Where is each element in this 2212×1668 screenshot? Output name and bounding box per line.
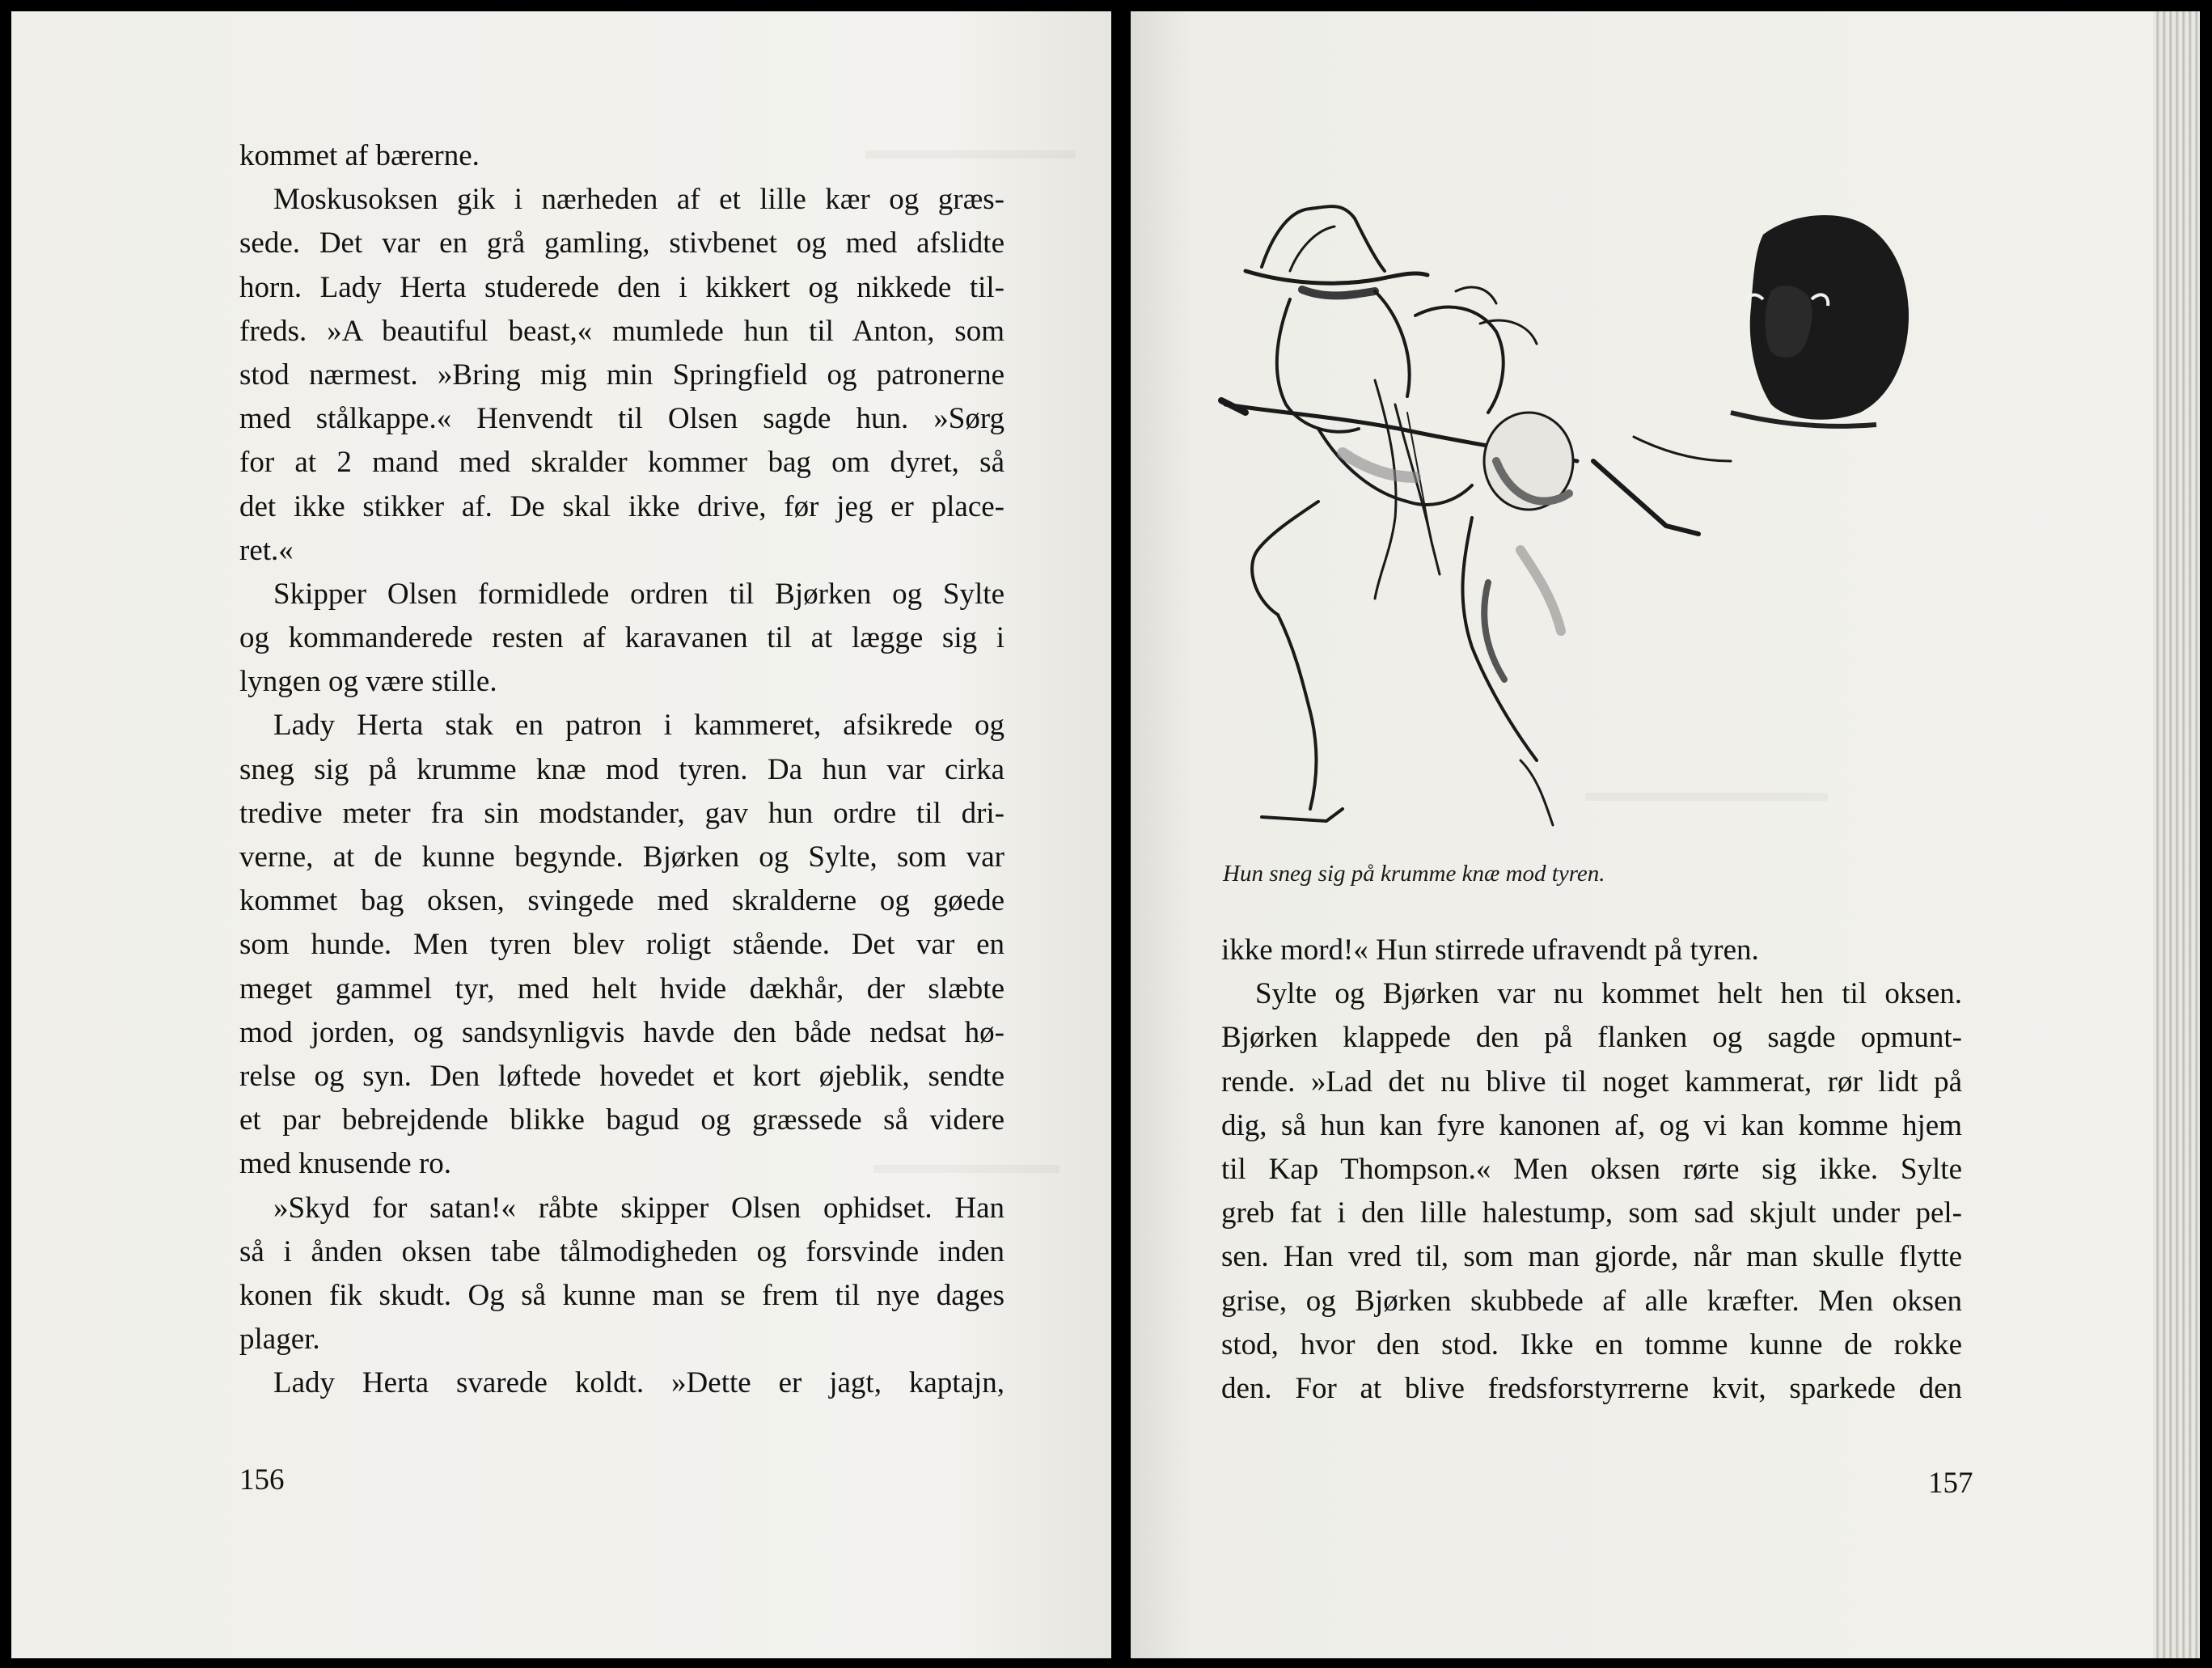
illustration-caption: Hun sneg sig på krumme knæ mod tyren.: [1223, 861, 1605, 887]
text-line: med knusende ro.: [239, 1147, 452, 1181]
text-line: sede. Det var en grå gamling, stivbenet og med afslidte: [239, 226, 1004, 260]
text-line: sneg sig på krumme knæ mod tyren. Da hun var cirka: [239, 752, 1004, 786]
text-line: til Kap Thompson.« Men oksen rørte sig ikke. Sylte: [1221, 1152, 1962, 1186]
text-line: plager.: [239, 1323, 320, 1357]
text-line: sen. Han vred til, som man gjorde, når man skulle flytte: [1221, 1240, 1962, 1274]
text-line: verne, at de kunne begynde. Bjørken og Sylte, som var: [239, 840, 1004, 874]
page-number: 156: [239, 1463, 285, 1497]
text-line: ret.«: [239, 533, 294, 567]
muskox-drawing: [1731, 215, 1909, 426]
page-edge-stack: [2153, 11, 2200, 1658]
text-line: den. For at blive fredsforstyrrerne kvit, sparkede den: [1221, 1371, 1962, 1405]
text-line: med stålkappe.« Henvendt til Olsen sagde hun. »Sørg: [239, 402, 1004, 436]
text-line: stod nærmest. »Bring mig min Springfield og patronerne: [239, 358, 1004, 392]
text-line: »Skyd for satan!« råbte skipper Olsen ophidset. Han: [273, 1191, 1004, 1225]
text-line: horn. Lady Herta studerede den i kikkert og nikkede til-: [239, 270, 1004, 304]
text-line: som hunde. Men tyren blev roligt stående. Det var en: [239, 928, 1004, 962]
text-line: meget gammel tyr, med helt hvide dækhår, der slæbte: [239, 972, 1004, 1005]
text-line: grise, og Bjørken skubbede af alle kræfter. Men oksen: [1221, 1284, 1962, 1318]
text-line: et par bebrejdende blikke bagud og græssede så videre: [239, 1103, 1004, 1137]
text-line: Bjørken klappede den på flanken og sagde opmunt-: [1221, 1021, 1962, 1055]
text-line: for at 2 mand med skralder kommer bag om dyret, så: [239, 446, 1004, 480]
text-line: Skipper Olsen formidlede ordren til Bjørken og Sylte: [273, 577, 1004, 611]
text-line: så i ånden oksen tabe tålmodigheden og forsvinde inden: [239, 1234, 1004, 1268]
page-number: 157: [1928, 1467, 1973, 1500]
text-line: lyngen og være stille.: [239, 665, 497, 699]
text-line: relse og syn. Den løftede hovedet et kort øjeblik, sendte: [239, 1059, 1004, 1093]
hunter-and-muskox-illustration: [1213, 194, 1925, 849]
text-line: kommet bag oksen, svingede med skralderne og gøede: [239, 884, 1004, 918]
text-line: Moskusoksen gik i nærheden af et lille kær og græs-: [273, 183, 1004, 217]
text-line: kommet af bærerne.: [239, 139, 480, 172]
text-line: konen fik skudt. Og så kunne man se frem til nye dages: [239, 1278, 1004, 1312]
text-line: freds. »A beautiful beast,« mumlede hun til Anton, som: [239, 314, 1004, 348]
right-page-body: [1221, 929, 1962, 1411]
text-line: Lady Herta svarede koldt. »Dette er jagt, kaptajn,: [273, 1366, 1004, 1400]
text-line: dig, så hun kan fyre kanonen af, og vi kan komme hjem: [1221, 1108, 1962, 1142]
text-line: ikke mord!« Hun stirrede ufravendt på tyren.: [1221, 933, 1759, 967]
text-line: Lady Herta stak en patron i kammeret, afsikrede og: [273, 709, 1004, 743]
text-line: og kommanderede resten af karavanen til at lægge sig i: [239, 621, 1004, 655]
text-line: greb fat i den lille halestump, som sad skjult under pel-: [1221, 1196, 1962, 1230]
text-line: rende. »Lad det nu blive til noget kammerat, rør lidt på: [1221, 1065, 1962, 1099]
left-page-body: [239, 134, 1004, 1405]
text-line: stod, hvor den stod. Ikke en tomme kunne de rokke: [1221, 1327, 1962, 1361]
text-line: det ikke stikker af. De skal ikke drive, før jeg er place-: [239, 489, 1004, 523]
text-line: mod jorden, og sandsynligvis havde den både nedsat hø-: [239, 1015, 1004, 1049]
text-line: Sylte og Bjørken var nu kommet helt hen til oksen.: [1255, 977, 1962, 1011]
text-line: tredive meter fra sin modstander, gav hun ordre til dri-: [239, 796, 1004, 830]
